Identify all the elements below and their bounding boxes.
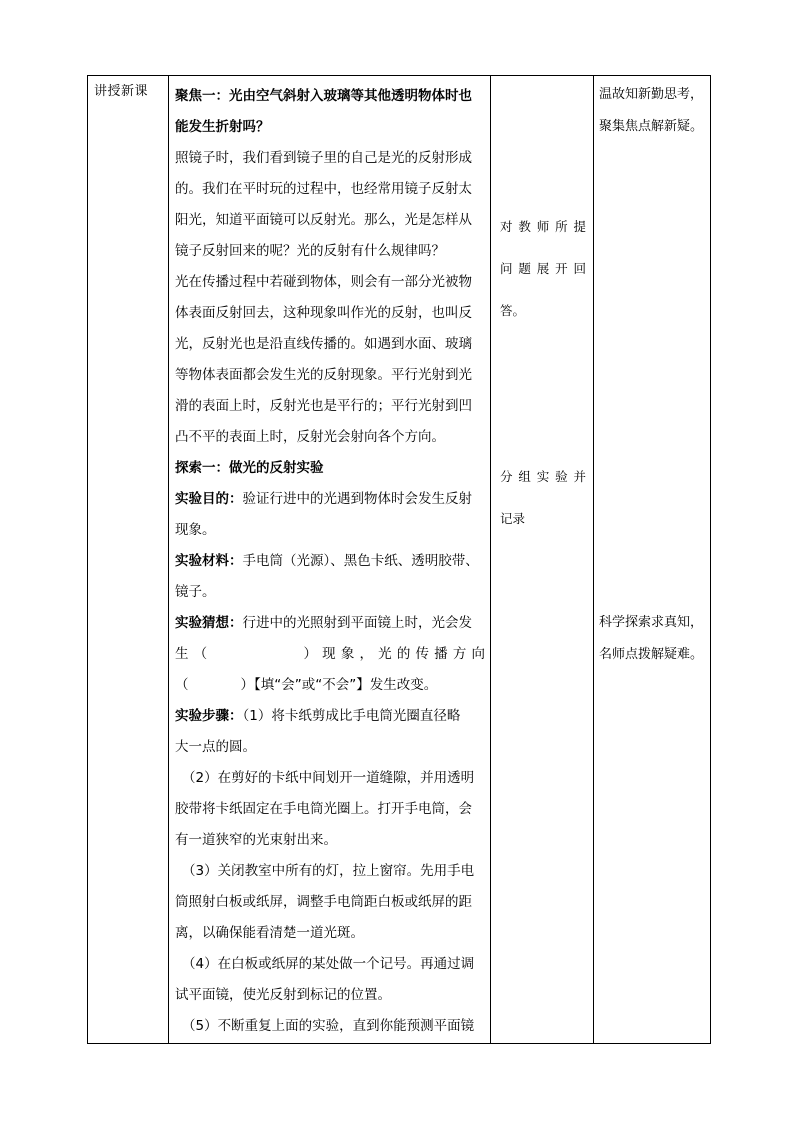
intent-review-line2: 聚集焦点解新疑。 <box>599 119 704 134</box>
focus-title-line2: 能发生折射吗？ <box>175 119 270 135</box>
step2-line2: 胶带将卡纸固定在手电筒光圈上。打开手电筒，会 <box>175 801 472 817</box>
explanation-line-1: 光在传播过程中若碰到物体，则会有一部分光被物 <box>175 274 472 290</box>
student-answer-line2: 问题展开回 <box>500 261 586 276</box>
lesson-plan-table <box>87 75 711 1044</box>
purpose-label: 实验目的： <box>175 491 243 507</box>
step4-line2: 试平面镜，使光反射到标记的位置。 <box>175 987 391 1003</box>
step1-text: （1）将卡纸剪成比手电筒光圈直径略 <box>242 708 461 724</box>
step3-line1: （3）关闭教室中所有的灯，拉上窗帘。先用手电 <box>182 863 475 879</box>
steps-line2: 大一点的圆。 <box>175 739 256 755</box>
stage-label: 讲授新课 <box>94 84 149 99</box>
materials-text: 手电筒（光源）、黑色卡纸、透明胶带、 <box>242 553 479 569</box>
intent-explore-line2: 名师点拨解疑难。 <box>599 647 704 662</box>
step3-line3: 离，以确保能看清楚一道光斑。 <box>175 925 364 941</box>
table-row <box>88 76 711 1044</box>
explanation-line-2: 体表面反射回去，这种现象叫作光的反射，也叫反 <box>175 305 472 321</box>
student-answer-text <box>500 206 586 332</box>
intro-line-2: 的。我们在平时玩的过程中，也经常用镜子反射太 <box>175 181 472 197</box>
hypothesis-line2-start: 生（ <box>175 646 213 662</box>
hypothesis-line3-start: （ <box>175 677 189 693</box>
intro-line-4: 镜子反射回来的呢？光的反射有什么规律吗？ <box>175 243 445 259</box>
student-answer-line3: 答。 <box>500 303 526 318</box>
intent-review-text <box>599 79 709 143</box>
intro-line-1: 照镜子时，我们看到镜子里的自己是光的反射形成 <box>175 150 472 166</box>
step3-line2: 筒照射白板或纸屏，调整手电筒距白板或纸屏的距 <box>175 894 472 910</box>
student-group-line1: 分组实验并 <box>500 469 586 484</box>
student-group-text <box>500 456 586 540</box>
explanation-line-3: 光，反射光也是沿直线传播的。如遇到水面、玻璃 <box>175 336 472 352</box>
step4-line1: （4）在白板或纸屏的某处做一个记号。再通过调 <box>182 956 475 972</box>
steps-line1 <box>175 701 485 732</box>
intro-line-3: 阳光，知道平面镜可以反射光。那么，光是怎样从 <box>175 212 472 228</box>
design-intent-cell <box>594 76 711 1044</box>
hypothesis-line2 <box>175 639 485 670</box>
step2-line1: （2）在剪好的卡纸中间划开一道缝隙，并用透明 <box>182 770 475 786</box>
hypothesis-line1 <box>175 608 485 639</box>
hypothesis-text: 行进中的光照射到平面镜上时，光会发 <box>242 615 472 631</box>
purpose-text: 验证行进中的光遇到物体时会发生反射 <box>242 491 472 507</box>
hypothesis-line2-end: ）现象，光的传播方向 <box>298 646 486 662</box>
materials-line2: 镜子。 <box>175 584 216 600</box>
student-activity-cell <box>491 76 594 1044</box>
intent-explore-text <box>599 607 709 671</box>
explore-title: 探索一：做光的反射实验 <box>175 460 324 476</box>
steps-label: 实验步骤： <box>175 708 243 724</box>
teacher-activity-cell <box>169 76 491 1044</box>
stage-cell <box>88 76 169 1044</box>
hypothesis-label: 实验猜想： <box>175 615 243 631</box>
teacher-activity-content <box>169 76 490 1042</box>
purpose-line1 <box>175 484 485 515</box>
explanation-line-4: 等物体表面都会发生光的反射现象。平行光射到光 <box>175 367 472 383</box>
step2-line3: 有一道狭窄的光束射出来。 <box>175 832 337 848</box>
hypothesis-line3 <box>175 670 485 701</box>
explanation-line-5: 滑的表面上时，反射光也是平行的；平行光射到凹 <box>175 398 472 414</box>
purpose-line2: 现象。 <box>175 522 216 538</box>
intent-review-line1: 温故知新勤思考， <box>599 87 704 102</box>
step5-line1: （5）不断重复上面的实验，直到你能预测平面镜 <box>182 1018 475 1034</box>
hypothesis-line3-end: ）【填“会”或“不会”】发生改变。 <box>240 677 438 693</box>
focus-title-line1: 聚焦一：光由空气斜射入玻璃等其他透明物体时也 <box>175 88 472 104</box>
materials-label: 实验材料： <box>175 553 243 569</box>
materials-line1 <box>175 546 485 577</box>
explanation-line-6: 凸不平的表面上时，反射光会射向各个方向。 <box>175 429 445 445</box>
student-group-line2: 记录 <box>500 511 526 526</box>
student-answer-line1: 对教师所提 <box>500 219 586 234</box>
intent-explore-line1: 科学探索求真知， <box>599 615 704 630</box>
